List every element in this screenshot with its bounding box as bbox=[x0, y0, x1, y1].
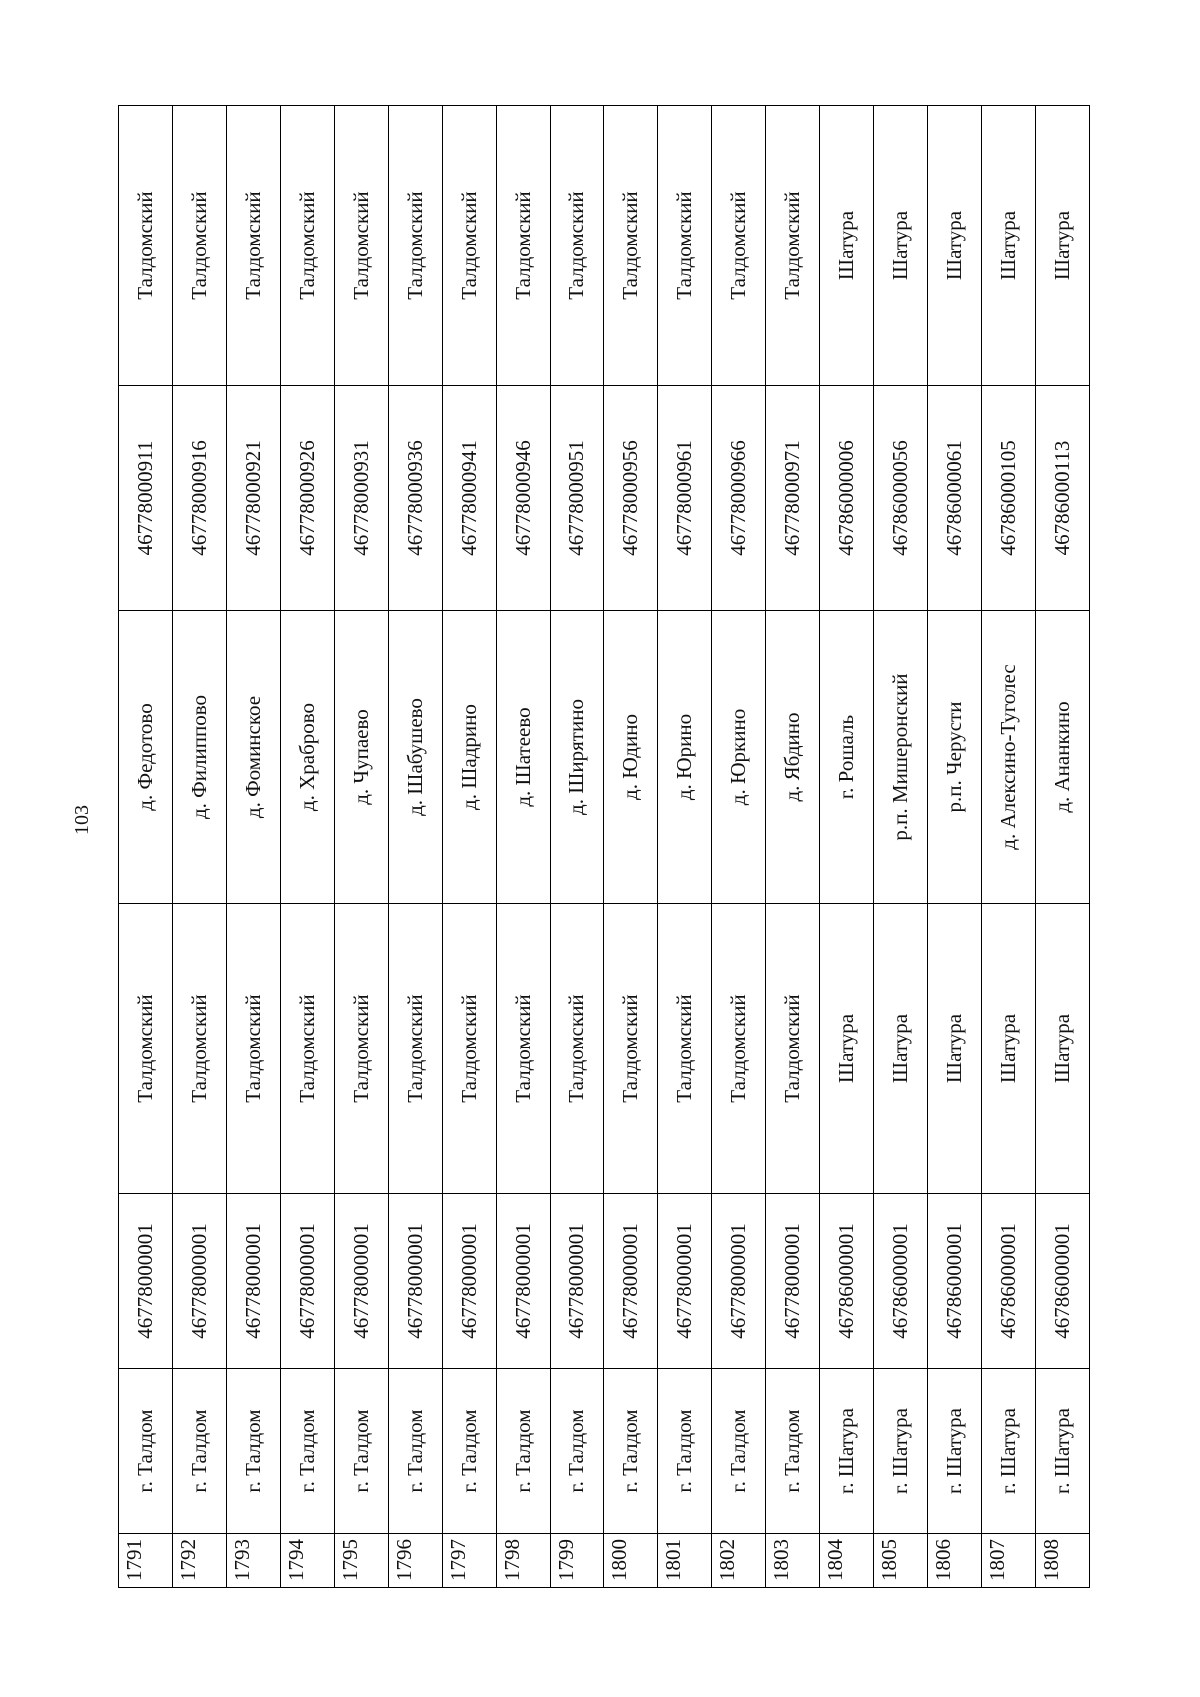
center-municipality-cell: Талдомский bbox=[334, 904, 388, 1194]
settlement-center-cell: г. Шатура bbox=[820, 1369, 874, 1534]
table-row bbox=[766, 106, 820, 1588]
center-municipality-cell: Талдомский bbox=[119, 904, 173, 1194]
table-row bbox=[388, 106, 442, 1588]
settlement-oktmo-code-cell: 46778000961 bbox=[658, 386, 712, 611]
row-number-cell: 1795 bbox=[334, 1534, 388, 1588]
center-municipality-cell: Талдомский bbox=[712, 904, 766, 1194]
center-oktmo-code-cell: 46778000001 bbox=[658, 1194, 712, 1369]
center-oktmo-code-cell: 46786000001 bbox=[820, 1194, 874, 1369]
table-row bbox=[496, 106, 550, 1588]
settlement-municipality-cell: Талдомский bbox=[766, 106, 820, 386]
center-municipality-cell: Талдомский bbox=[442, 904, 496, 1194]
center-municipality-cell: Шатура bbox=[874, 904, 928, 1194]
center-oktmo-code-cell: 46786000001 bbox=[982, 1194, 1036, 1369]
table-row bbox=[712, 106, 766, 1588]
table-row bbox=[226, 106, 280, 1588]
center-municipality-cell: Талдомский bbox=[388, 904, 442, 1194]
center-municipality-cell: Шатура bbox=[928, 904, 982, 1194]
settlement-municipality-cell: Шатура bbox=[874, 106, 928, 386]
table-row bbox=[928, 106, 982, 1588]
center-municipality-cell: Талдомский bbox=[226, 904, 280, 1194]
row-number-cell: 1797 bbox=[442, 1534, 496, 1588]
table-row bbox=[280, 106, 334, 1588]
settlement-municipality-cell: Талдомский bbox=[550, 106, 604, 386]
center-municipality-cell: Талдомский bbox=[172, 904, 226, 1194]
settlement-oktmo-code-cell: 46778000916 bbox=[172, 386, 226, 611]
row-number-cell: 1805 bbox=[874, 1534, 928, 1588]
settlement-name-cell: д. Юркино bbox=[712, 611, 766, 904]
settlement-municipality-cell: Талдомский bbox=[604, 106, 658, 386]
row-number-cell: 1808 bbox=[1035, 1534, 1089, 1588]
settlement-center-cell: г. Талдом bbox=[658, 1369, 712, 1534]
row-number-cell: 1794 bbox=[280, 1534, 334, 1588]
settlement-municipality-cell: Талдомский bbox=[442, 106, 496, 386]
settlement-oktmo-code-cell: 46778000936 bbox=[388, 386, 442, 611]
center-municipality-cell: Талдомский bbox=[658, 904, 712, 1194]
row-number-cell: 1798 bbox=[496, 1534, 550, 1588]
settlement-center-cell: г. Шатура bbox=[1035, 1369, 1089, 1534]
settlement-center-cell: г. Талдом bbox=[388, 1369, 442, 1534]
center-oktmo-code-cell: 46778000001 bbox=[766, 1194, 820, 1369]
center-oktmo-code-cell: 46778000001 bbox=[442, 1194, 496, 1369]
settlement-name-cell: д. Шатеево bbox=[496, 611, 550, 904]
settlement-municipality-cell: Талдомский bbox=[334, 106, 388, 386]
center-oktmo-code-cell: 46786000001 bbox=[874, 1194, 928, 1369]
settlement-name-cell: д. Чупаево bbox=[334, 611, 388, 904]
settlement-name-cell: д. Алексино-Туголес bbox=[982, 611, 1036, 904]
settlement-name-cell: р.п. Черусти bbox=[928, 611, 982, 904]
row-number-cell: 1799 bbox=[550, 1534, 604, 1588]
settlement-center-cell: г. Шатура bbox=[928, 1369, 982, 1534]
row-number-cell: 1804 bbox=[820, 1534, 874, 1588]
settlement-name-cell: д. Храброво bbox=[280, 611, 334, 904]
row-number-cell: 1806 bbox=[928, 1534, 982, 1588]
row-number-cell: 1791 bbox=[119, 1534, 173, 1588]
settlement-oktmo-code-cell: 46786000006 bbox=[820, 386, 874, 611]
center-oktmo-code-cell: 46778000001 bbox=[604, 1194, 658, 1369]
settlement-oktmo-code-cell: 46778000921 bbox=[226, 386, 280, 611]
settlement-center-cell: г. Шатура bbox=[874, 1369, 928, 1534]
settlements-table-wrapper bbox=[118, 106, 1090, 1588]
table-body bbox=[119, 106, 1090, 1588]
settlement-center-cell: г. Шатура bbox=[982, 1369, 1036, 1534]
center-municipality-cell: Талдомский bbox=[496, 904, 550, 1194]
settlement-municipality-cell: Талдомский bbox=[280, 106, 334, 386]
settlement-oktmo-code-cell: 46786000056 bbox=[874, 386, 928, 611]
settlement-center-cell: г. Талдом bbox=[442, 1369, 496, 1534]
settlement-oktmo-code-cell: 46778000941 bbox=[442, 386, 496, 611]
settlement-oktmo-code-cell: 46786000061 bbox=[928, 386, 982, 611]
settlement-center-cell: г. Талдом bbox=[550, 1369, 604, 1534]
settlement-center-cell: г. Талдом bbox=[496, 1369, 550, 1534]
table-row bbox=[982, 106, 1036, 1588]
settlements-table bbox=[118, 105, 1090, 1588]
center-oktmo-code-cell: 46778000001 bbox=[712, 1194, 766, 1369]
settlement-oktmo-code-cell: 46778000911 bbox=[119, 386, 173, 611]
row-number-cell: 1801 bbox=[658, 1534, 712, 1588]
settlement-municipality-cell: Талдомский bbox=[226, 106, 280, 386]
center-municipality-cell: Шатура bbox=[820, 904, 874, 1194]
settlement-oktmo-code-cell: 46778000931 bbox=[334, 386, 388, 611]
settlement-municipality-cell: Талдомский bbox=[172, 106, 226, 386]
center-municipality-cell: Талдомский bbox=[766, 904, 820, 1194]
center-oktmo-code-cell: 46778000001 bbox=[119, 1194, 173, 1369]
settlement-center-cell: г. Талдом bbox=[280, 1369, 334, 1534]
row-number-cell: 1796 bbox=[388, 1534, 442, 1588]
settlement-municipality-cell: Шатура bbox=[820, 106, 874, 386]
center-oktmo-code-cell: 46778000001 bbox=[388, 1194, 442, 1369]
row-number-cell: 1792 bbox=[172, 1534, 226, 1588]
settlement-center-cell: г. Талдом bbox=[712, 1369, 766, 1534]
table-row bbox=[172, 106, 226, 1588]
row-number-cell: 1803 bbox=[766, 1534, 820, 1588]
table-row bbox=[442, 106, 496, 1588]
center-oktmo-code-cell: 46778000001 bbox=[334, 1194, 388, 1369]
table-row bbox=[874, 106, 928, 1588]
settlement-oktmo-code-cell: 46778000971 bbox=[766, 386, 820, 611]
settlement-name-cell: д. Шадрино bbox=[442, 611, 496, 904]
settlement-name-cell: д. Юрино bbox=[658, 611, 712, 904]
settlement-center-cell: г. Талдом bbox=[226, 1369, 280, 1534]
center-municipality-cell: Талдомский bbox=[280, 904, 334, 1194]
settlement-name-cell: д. Ширятино bbox=[550, 611, 604, 904]
settlement-name-cell: д. Юдино bbox=[604, 611, 658, 904]
page-number: 103 bbox=[71, 805, 93, 835]
center-municipality-cell: Талдомский bbox=[550, 904, 604, 1194]
settlement-name-cell: д. Шабушево bbox=[388, 611, 442, 904]
settlement-municipality-cell: Шатура bbox=[982, 106, 1036, 386]
center-oktmo-code-cell: 46786000001 bbox=[1035, 1194, 1089, 1369]
settlement-municipality-cell: Талдомский bbox=[388, 106, 442, 386]
center-oktmo-code-cell: 46778000001 bbox=[172, 1194, 226, 1369]
settlement-center-cell: г. Талдом bbox=[766, 1369, 820, 1534]
table-row bbox=[658, 106, 712, 1588]
row-number-cell: 1807 bbox=[982, 1534, 1036, 1588]
row-number-cell: 1793 bbox=[226, 1534, 280, 1588]
center-oktmo-code-cell: 46778000001 bbox=[496, 1194, 550, 1369]
center-municipality-cell: Талдомский bbox=[604, 904, 658, 1194]
settlement-municipality-cell: Шатура bbox=[928, 106, 982, 386]
settlement-oktmo-code-cell: 46778000946 bbox=[496, 386, 550, 611]
settlement-name-cell: д. Ананкино bbox=[1035, 611, 1089, 904]
center-oktmo-code-cell: 46778000001 bbox=[550, 1194, 604, 1369]
center-municipality-cell: Шатура bbox=[982, 904, 1036, 1194]
row-number-cell: 1802 bbox=[712, 1534, 766, 1588]
settlement-municipality-cell: Талдомский bbox=[119, 106, 173, 386]
settlement-municipality-cell: Талдомский bbox=[658, 106, 712, 386]
settlement-name-cell: д. Фоминское bbox=[226, 611, 280, 904]
table-row bbox=[550, 106, 604, 1588]
center-oktmo-code-cell: 46778000001 bbox=[280, 1194, 334, 1369]
settlement-center-cell: г. Талдом bbox=[172, 1369, 226, 1534]
center-oktmo-code-cell: 46778000001 bbox=[226, 1194, 280, 1369]
settlement-oktmo-code-cell: 46778000926 bbox=[280, 386, 334, 611]
settlement-municipality-cell: Шатура bbox=[1035, 106, 1089, 386]
table-row bbox=[334, 106, 388, 1588]
settlement-name-cell: р.п. Мишеронский bbox=[874, 611, 928, 904]
table-row bbox=[119, 106, 173, 1588]
settlement-oktmo-code-cell: 46778000956 bbox=[604, 386, 658, 611]
settlement-oktmo-code-cell: 46778000966 bbox=[712, 386, 766, 611]
settlement-center-cell: г. Талдом bbox=[119, 1369, 173, 1534]
center-oktmo-code-cell: 46786000001 bbox=[928, 1194, 982, 1369]
settlement-name-cell: д. Филиппово bbox=[172, 611, 226, 904]
settlement-municipality-cell: Талдомский bbox=[496, 106, 550, 386]
settlement-oktmo-code-cell: 46786000113 bbox=[1035, 386, 1089, 611]
table-row bbox=[1035, 106, 1089, 1588]
settlement-name-cell: д. Ябдино bbox=[766, 611, 820, 904]
settlement-name-cell: д. Федотово bbox=[119, 611, 173, 904]
center-municipality-cell: Шатура bbox=[1035, 904, 1089, 1194]
settlement-oktmo-code-cell: 46786000105 bbox=[982, 386, 1036, 611]
settlement-name-cell: г. Рошаль bbox=[820, 611, 874, 904]
settlement-oktmo-code-cell: 46778000951 bbox=[550, 386, 604, 611]
settlement-municipality-cell: Талдомский bbox=[712, 106, 766, 386]
table-row bbox=[604, 106, 658, 1588]
settlement-center-cell: г. Талдом bbox=[334, 1369, 388, 1534]
table-row bbox=[820, 106, 874, 1588]
settlement-center-cell: г. Талдом bbox=[604, 1369, 658, 1534]
row-number-cell: 1800 bbox=[604, 1534, 658, 1588]
